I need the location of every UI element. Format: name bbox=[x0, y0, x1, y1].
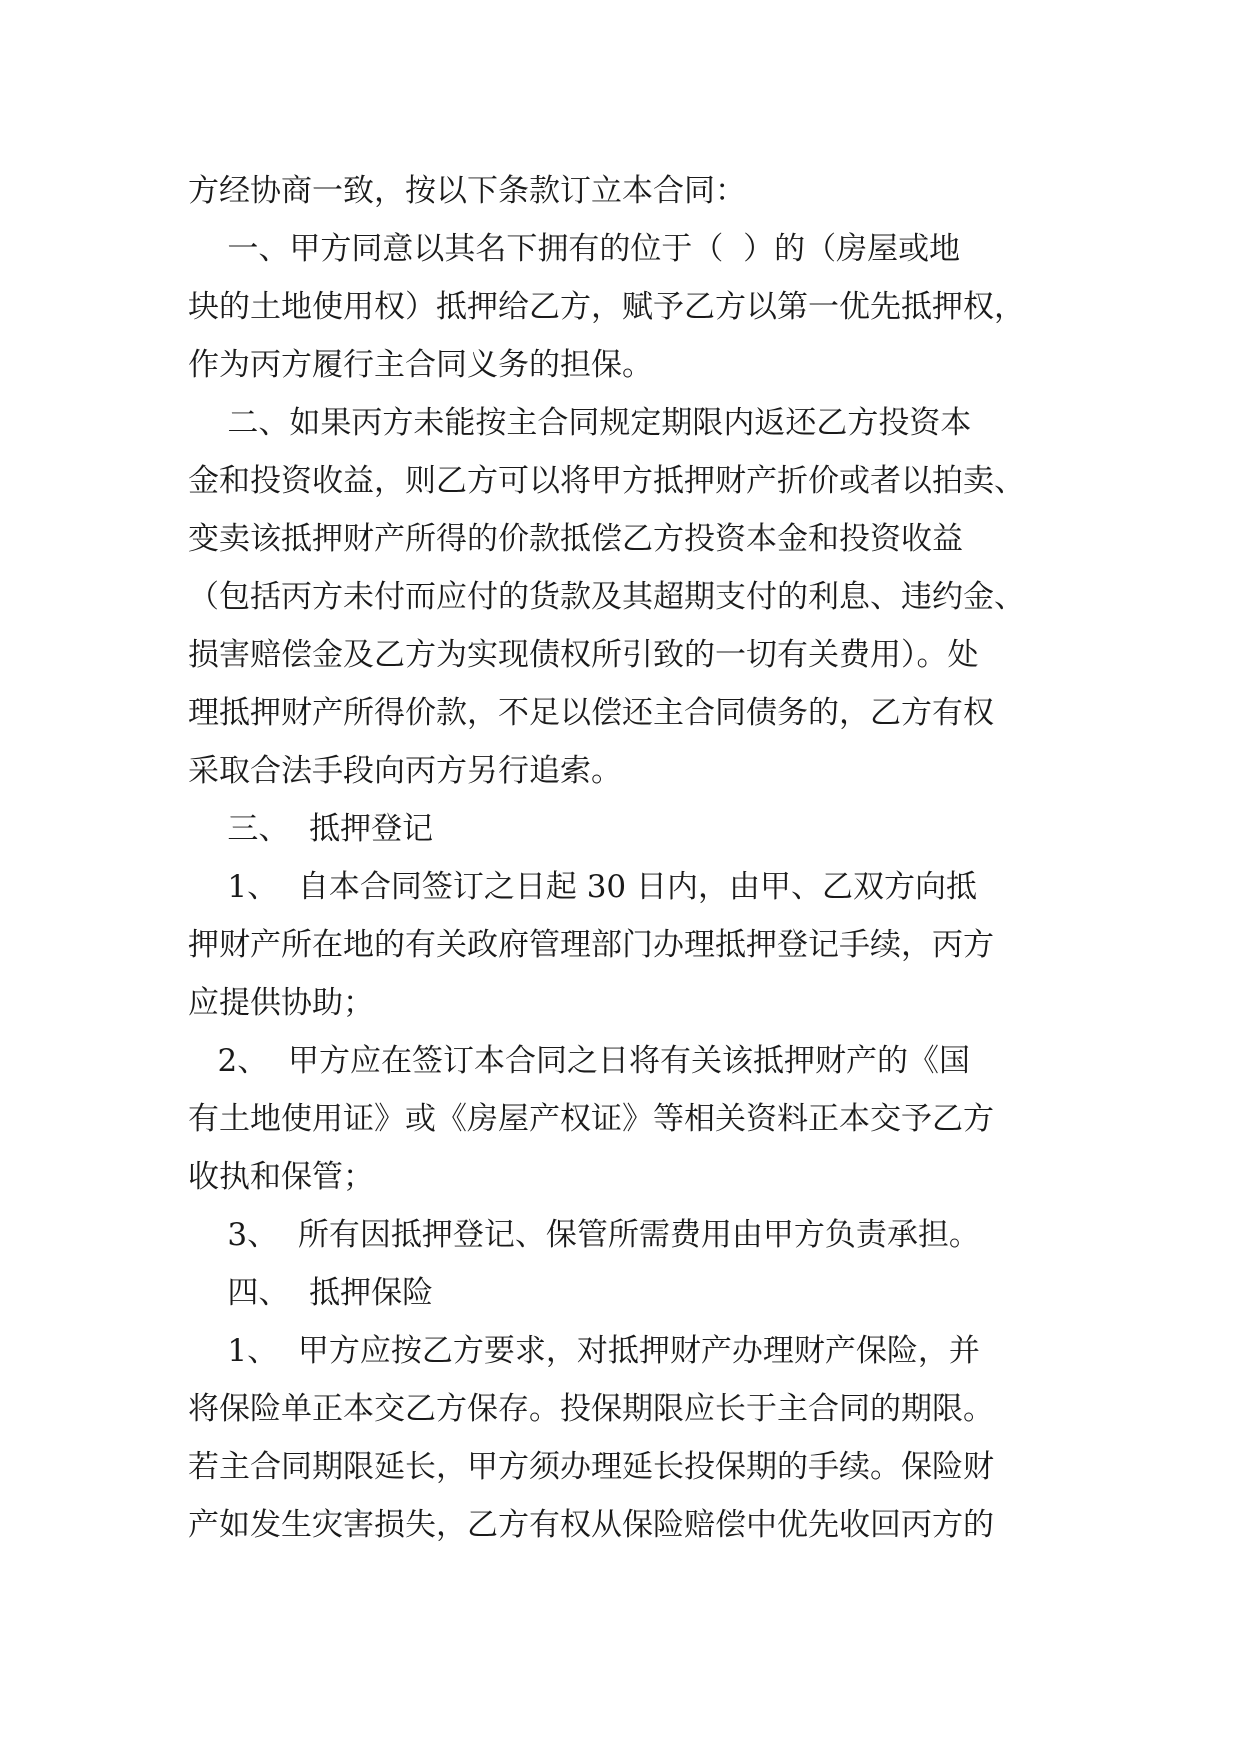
text-line: 若主合同期限延长，甲方须办理延长投保期的手续。保险财 bbox=[188, 1449, 994, 1485]
text-line: 1、 自本合同签订之日起 30 日内，由甲、乙双方向抵 bbox=[188, 869, 977, 905]
text-line: 产如发生灾害损失，乙方有权从保险赔偿中优先收回丙方的 bbox=[188, 1507, 994, 1543]
text-line: 采取合法手段向丙方另行追索。 bbox=[188, 753, 622, 789]
section-heading: 四、 抵押保险 bbox=[188, 1275, 434, 1311]
text-line: 作为丙方履行主合同义务的担保。 bbox=[188, 347, 653, 383]
text-line: 理抵押财产所得价款，不足以偿还主合同债务的，乙方有权 bbox=[188, 695, 994, 731]
text-line: 方经协商一致，按以下条款订立本合同： bbox=[188, 173, 746, 209]
text-line: 将保险单正本交乙方保存。投保期限应长于主合同的期限。 bbox=[188, 1391, 994, 1427]
text-line: 二、如果丙方未能按主合同规定期限内返还乙方投资本 bbox=[188, 405, 972, 441]
text-line: 块的土地使用权）抵押给乙方，赋予乙方以第一优先抵押权， bbox=[188, 289, 1025, 325]
text-line: （包括丙方未付而应付的货款及其超期支付的利息、违约金、 bbox=[188, 579, 1025, 615]
text-line: 一、甲方同意以其名下拥有的位于（ ）的（房屋或地 bbox=[188, 231, 961, 267]
text-line: 应提供协助； bbox=[188, 985, 374, 1021]
text-line: 3、 所有因抵押登记、保管所需费用由甲方负责承担。 bbox=[188, 1217, 980, 1253]
text-line: 押财产所在地的有关政府管理部门办理抵押登记手续，丙方 bbox=[188, 927, 994, 963]
text-line: 损害赔偿金及乙方为实现债权所引致的一切有关费用）。处 bbox=[188, 637, 979, 673]
text-line: 金和投资收益，则乙方可以将甲方抵押财产折价或者以拍卖、 bbox=[188, 463, 1025, 499]
contract-body-text bbox=[188, 162, 1058, 1554]
text-line: 收执和保管； bbox=[188, 1159, 374, 1195]
text-line: 1、 甲方应按乙方要求，对抵押财产办理财产保险，并 bbox=[188, 1333, 980, 1369]
text-line: 变卖该抵押财产所得的价款抵偿乙方投资本金和投资收益 bbox=[188, 521, 963, 557]
section-heading: 三、 抵押登记 bbox=[188, 811, 434, 847]
text-line: 有土地使用证》或《房屋产权证》等相关资料正本交予乙方 bbox=[188, 1101, 994, 1137]
text-line: 2、 甲方应在签订本合同之日将有关该抵押财产的《国 bbox=[188, 1043, 970, 1079]
